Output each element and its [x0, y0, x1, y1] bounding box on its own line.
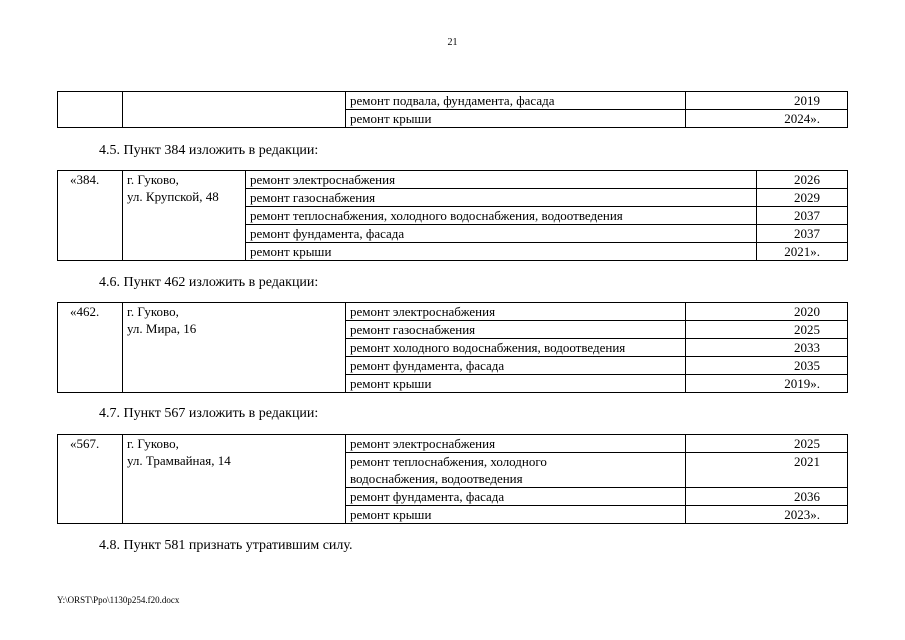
year-cell: 2020 — [686, 303, 848, 321]
year-cell: 2025 — [686, 435, 848, 453]
year-cell: 2026 — [757, 171, 848, 189]
work-cell: ремонт электроснабжения — [346, 303, 686, 321]
footer-file-path: Y:\ORST\Ppo\1130p254.f20.docx — [57, 595, 180, 605]
year-cell: 2019». — [686, 375, 848, 393]
address-line: ул. Крупской, 48 — [127, 189, 219, 204]
address-cell — [123, 171, 246, 261]
work-cell: ремонт крыши — [346, 506, 686, 524]
year-cell: 2035 — [686, 357, 848, 375]
address-line: ул. Мира, 16 — [127, 321, 197, 336]
address-line: ул. Трамвайная, 14 — [127, 453, 231, 468]
year-cell: 2024». — [686, 110, 848, 128]
page-number: 21 — [447, 37, 458, 48]
work-cell: ремонт крыши — [346, 375, 686, 393]
table-row — [58, 92, 848, 110]
work-cell: ремонт электроснабжения — [346, 435, 686, 453]
address-line: г. Гуково, — [127, 436, 179, 451]
work-cell: ремонт крыши — [346, 110, 686, 128]
paragraph-4-8: 4.8. Пункт 581 признать утратившим силу. — [99, 538, 353, 553]
work-cell: ремонт фундамента, фасада — [246, 225, 757, 243]
year-cell: 2037 — [757, 225, 848, 243]
year-cell: 2036 — [686, 488, 848, 506]
address-cell — [123, 92, 346, 128]
year-cell: 2033 — [686, 339, 848, 357]
table-567 — [57, 434, 848, 524]
num-cell — [58, 92, 123, 128]
work-cell: ремонт электроснабжения — [246, 171, 757, 189]
num-cell: «567. — [58, 435, 123, 524]
work-cell: ремонт подвала, фундамента, фасада — [346, 92, 686, 110]
table-row — [58, 435, 848, 453]
table-384 — [57, 170, 848, 261]
paragraph-4-7: 4.7. Пункт 567 изложить в редакции: — [99, 406, 319, 421]
table-row — [58, 303, 848, 321]
work-cell: ремонт фундамента, фасада — [346, 357, 686, 375]
year-cell: 2037 — [757, 207, 848, 225]
work-cell — [346, 453, 686, 488]
work-cell: ремонт фундамента, фасада — [346, 488, 686, 506]
address-cell — [123, 303, 346, 393]
address-line: г. Гуково, — [127, 304, 179, 319]
paragraph-4-6: 4.6. Пункт 462 изложить в редакции: — [99, 275, 319, 290]
work-cell: ремонт холодного водоснабжения, водоотведения — [346, 339, 686, 357]
top-table — [57, 91, 848, 128]
work-cell: ремонт крыши — [246, 243, 757, 261]
work-line: ремонт теплоснабжения, холодного — [350, 454, 547, 469]
work-line: водоснабжения, водоотведения — [350, 471, 523, 486]
year-cell: 2025 — [686, 321, 848, 339]
paragraph-4-5: 4.5. Пункт 384 изложить в редакции: — [99, 143, 319, 158]
work-cell: ремонт газоснабжения — [346, 321, 686, 339]
work-cell: ремонт теплоснабжения, холодного водоснабжения, водоотведения — [246, 207, 757, 225]
address-line: г. Гуково, — [127, 172, 179, 187]
table-462 — [57, 302, 848, 393]
address-cell — [123, 435, 346, 524]
work-cell: ремонт газоснабжения — [246, 189, 757, 207]
num-cell: «384. — [58, 171, 123, 261]
year-cell: 2021 — [686, 453, 848, 488]
year-cell: 2023». — [686, 506, 848, 524]
num-cell: «462. — [58, 303, 123, 393]
table-row — [58, 171, 848, 189]
year-cell: 2029 — [757, 189, 848, 207]
year-cell: 2019 — [686, 92, 848, 110]
year-cell: 2021». — [757, 243, 848, 261]
